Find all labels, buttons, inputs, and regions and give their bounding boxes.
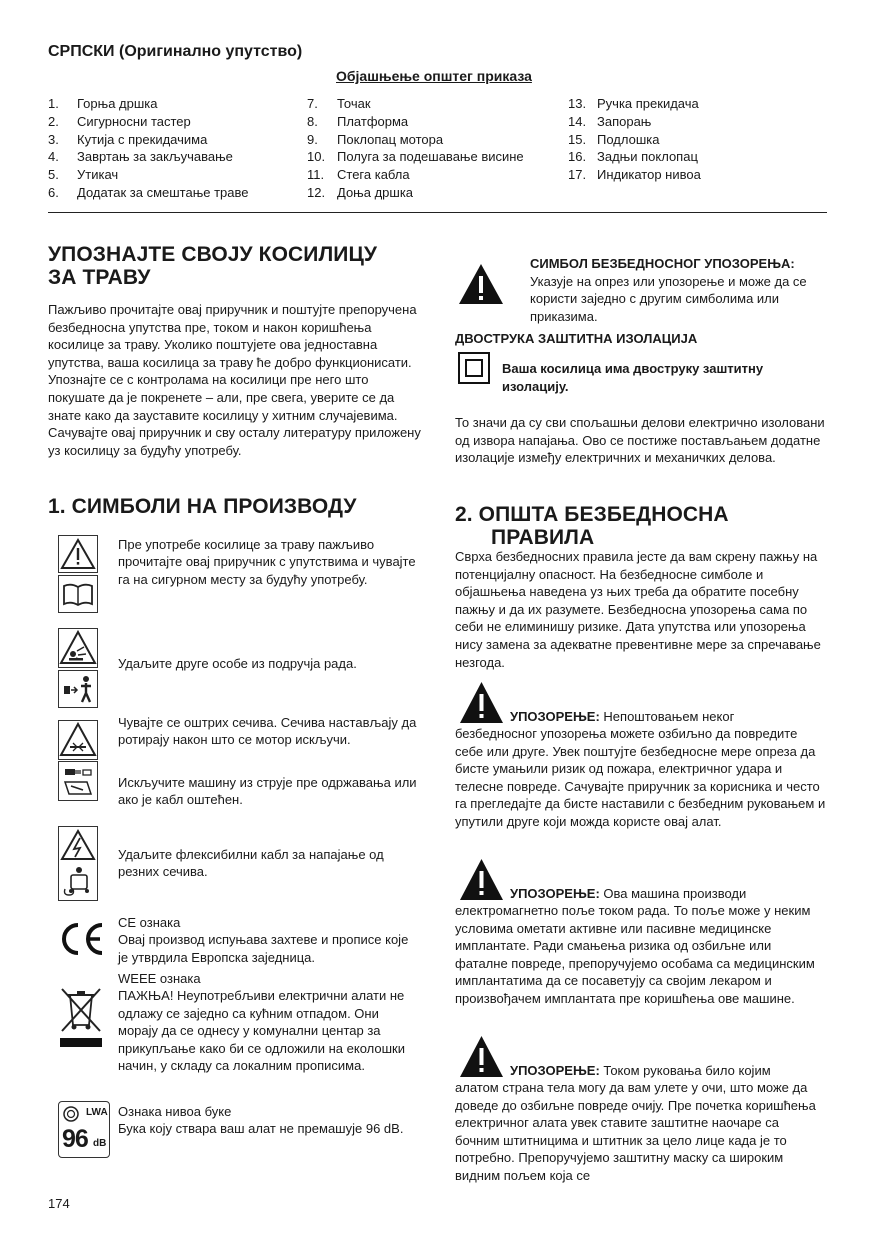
weee-description: ПАЖЊА! Неупотребљиви електрични алати не одлажу се заједно са кућним отпадом. Они морају да се однесу у комунални центар за прикупљање како би се одложили на еколошки начин, у складу са локалним прописима. xyxy=(118,988,405,1074)
overview-title: Објашњење општег приказа xyxy=(336,68,532,84)
safety-alert-text: СИМБОЛ БЕЗБЕДНОСНОГ УПОЗОРЕЊА: Указује на опрез или упозорење и може да се користи заједно с другим симболима или приказима. xyxy=(530,256,807,324)
symbol-text-read-manual: Пре употребе косилице за траву пажљиво прочитајте овај приручник с упутствима и чувајте га на сигурном месту за будућу употребу. xyxy=(118,537,416,587)
warning-2-heading: УПОЗОРЕЊЕ: Ова машина производи xyxy=(510,886,747,901)
warning-1-heading: УПОЗОРЕЊЕ: Непоштовањем неког xyxy=(510,709,735,724)
noise-unit: dB xyxy=(93,1138,107,1149)
part-item: 9. Поклопац мотора xyxy=(307,131,444,147)
part-item: 4. Завртањ за закључавање xyxy=(48,149,233,165)
intro-title: УПОЗНАЈТЕ СВОЈУ КОСИЛИЦУ ЗА ТРАВУ xyxy=(48,243,378,289)
part-item: 13. Ручка прекидача xyxy=(568,96,699,111)
warning-2-body: електромагнетно поље током рада. То поље може у неким условима ометати активне или пасивне медицинске имплантате. Ради смањења ризика од озбиљне или фаталне повреде, препоручујемо особама са медицинским имплантатима да се посаветују са својим лекаром и произвођачем имплантата пре коришћења ове машине. xyxy=(455,903,815,1006)
unplug-before-maintenance-icon xyxy=(58,761,98,801)
parts-list-column-3 xyxy=(568,95,701,184)
ce-mark-title: CE ознака xyxy=(118,915,181,930)
noise-level-icon xyxy=(58,1101,110,1158)
part-item: 5. Утикач xyxy=(48,167,119,183)
electric-cable-hazard-icon xyxy=(58,826,98,901)
noise-label-lwa: LWA xyxy=(86,1107,108,1118)
part-item: 10. Полуга за подешавање висине xyxy=(307,149,524,165)
safety-alert-icon xyxy=(458,262,504,306)
warning-3-icon xyxy=(459,1035,504,1078)
ce-mark-icon xyxy=(56,921,106,957)
warning-1-icon xyxy=(459,681,504,724)
keep-bystanders-away-icon xyxy=(58,670,98,708)
part-item: 8. Платформа xyxy=(307,113,409,129)
symbol-text-cable-away: Удаљите флексибилни кабл за напајање од резних сечива. xyxy=(118,847,384,880)
symbol-text-sharp-blades: Чувајте се оштрих сечива. Сечива настављају да ротирају након што се мотор искључи. xyxy=(118,715,417,748)
parts-list-column-1 xyxy=(48,95,249,202)
part-item: 3. Кутија с прекидачима xyxy=(48,131,208,147)
part-item: 17. Индикатор нивоа xyxy=(568,167,701,183)
warning-triangle-icon xyxy=(58,535,98,573)
page-number: 174 xyxy=(48,1196,70,1211)
read-manual-book-icon xyxy=(58,575,98,613)
double-insulation-icon xyxy=(458,352,490,384)
sharp-blades-icon xyxy=(58,720,98,760)
part-item: 12. Доња дршка xyxy=(307,184,414,200)
double-insulation-statement: Ваша косилица има двоструку заштитну изолацију. xyxy=(502,361,764,394)
ce-mark-text xyxy=(118,914,418,966)
weee-crossed-bin-icon xyxy=(58,985,104,1049)
thrown-objects-icon xyxy=(58,628,98,668)
part-item: 15. Подлошка xyxy=(568,131,660,147)
general-rules-body: Сврха безбедносних правила јесте да вам скрену пажњу на потенцијалну опасност. На безбедносне симболе и објашњења наведена уз њих треба да обратите посебну пажњу и да их разумете. Безбедносна упозорења сама по себи не елиминишу ризике. Дата упутства или упозорења нису замена за адекватне превентивне мере за спречавање незгода. xyxy=(455,549,821,670)
part-item: 1. Горња дршка xyxy=(48,96,158,111)
symbol-text-unplug: Искључите машину из струје пре одржавања или ако је кабл оштећен. xyxy=(118,775,417,808)
weee-text xyxy=(118,970,418,1074)
warning-1-body: безбедносног упозорења можете озбиљно да повредите себе или друге. Увек поштујте безбедносне мере опреза да бисте умањили ризик од пожара, електричног удара и телесне повреде. Сачувајте приручник за корисника и често га прегледајте да бисте наставили с безбедним руковањем и упутили друге који можда користе овај алат. xyxy=(455,726,826,829)
parts-list-column-2 xyxy=(307,95,524,202)
intro-paragraph: Пажљиво прочитајте овај приручник и поштујте препоручена безбедносна упутства пре, током и након коришћења косилице за траву. Уколико поштујете ова једноставна упутства, ваша косилица за траву ће добро функционисати. Упознајте се с контролама на косилици пре него што покушате да је покренете – али, пре свега, уверите се да знате како да зауставите косилицу у хитним случајевима. Сачувајте овај приручник и сву осталу литературу приложену уз косилицу за будућу употребу. xyxy=(48,302,421,458)
double-insulation-title: ДВОСТРУКА ЗАШТИТНА ИЗОЛАЦИЈА xyxy=(455,331,698,346)
symbols-section-title: 1. СИМБОЛИ НА ПРОИЗВОДУ xyxy=(48,495,357,518)
general-rules-title: 2. ОПШТА БЕЗБЕДНОСНА ПРАВИЛА xyxy=(455,503,729,549)
document-language-title: СРПСКИ (Оригинално упутство) xyxy=(48,43,303,60)
noise-text xyxy=(118,1103,418,1138)
part-item: 7. Точак xyxy=(307,96,371,111)
part-item: 11. Стега кабла xyxy=(307,167,410,183)
warning-3-body: алатом страна тела могу да вам улете у очи, што може да доведе до озбиљне повреде очију. Пре почетка коришћења електричног алата увек ставите заштитне наочаре са бочним штитницима и штитник за цело лице када је то потребно. Препоручујемо заштитну маску са широким видним пољем која се xyxy=(455,1080,816,1183)
double-insulation-body: То значи да су сви спољашњи делови електрично изоловани од извора напајања. Ово се постиже постављањем додатне изолације између електричних и механичких делова. xyxy=(455,415,825,466)
part-item: 2. Сигурносни тастер xyxy=(48,113,191,129)
symbol-text-bystanders: Удаљите друге особе из подручја рада. xyxy=(118,656,357,671)
warning-3-heading: УПОЗОРЕЊЕ: Током руковања било којим xyxy=(510,1063,771,1078)
noise-value: 96 xyxy=(62,1125,88,1153)
part-item: 16. Задњи поклопац xyxy=(568,149,698,165)
warning-2-icon xyxy=(459,858,504,901)
noise-title: Ознака нивоа буке xyxy=(118,1104,232,1119)
part-item: 14. Запорањ xyxy=(568,113,652,129)
ce-mark-description: Овај производ испуњава захтеве и прописе које је утврдила Европска заједница. xyxy=(118,932,409,965)
weee-title: WEEE ознака xyxy=(118,971,201,986)
part-item: 6. Додатак за смештање траве xyxy=(48,184,249,200)
noise-description: Бука коју ствара ваш алат не премашује 96 dB. xyxy=(118,1121,404,1137)
section-divider xyxy=(48,212,827,213)
